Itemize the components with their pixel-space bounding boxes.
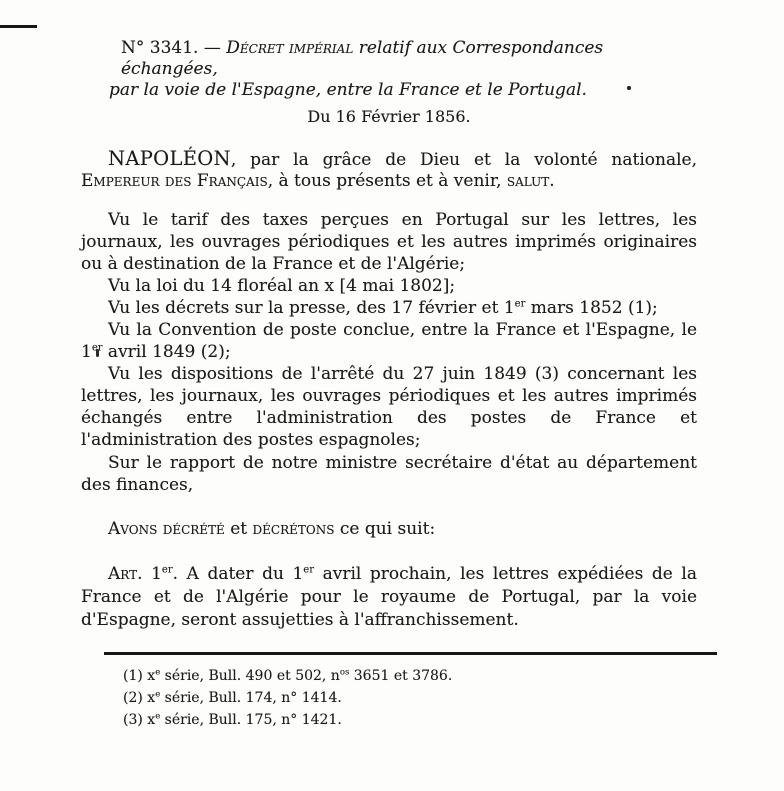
article-label: Art.: [108, 564, 143, 584]
recital-text: avril 1849 (2);: [102, 342, 231, 362]
footnote-series: x: [147, 712, 156, 728]
decree-title-smallcaps: Décret impérial: [226, 38, 354, 58]
report-block: [81, 452, 697, 496]
recitals-block: [81, 209, 697, 451]
footnote-marker: (1): [123, 668, 148, 684]
enacting-smallcaps-2: décrétons: [252, 519, 335, 539]
ordinal-superscript: er: [161, 564, 173, 576]
ordinal-superscript: e: [155, 689, 161, 700]
ordinal-superscript: er: [514, 298, 526, 310]
ordinal-superscript: os: [339, 667, 350, 678]
footnote-divider-rule: [104, 652, 717, 655]
footnotes-block: [104, 665, 717, 731]
ordinal-superscript: er: [303, 564, 314, 576]
preamble-text-end: .: [549, 171, 555, 191]
footnote-marker: (2): [123, 690, 148, 706]
footnote-marker: (3): [123, 712, 148, 728]
report-paragraph: Sur le rapport de notre ministre secrétaire d'état au département des finances,: [81, 453, 697, 495]
preamble-text-b: , à tous présents et à venir,: [267, 171, 507, 191]
article-number: 1: [142, 564, 162, 584]
footnote-text: série, Bull. 490 et 502, n: [160, 668, 340, 684]
footnote-2: [104, 687, 717, 709]
footnote-series: x: [147, 690, 156, 706]
ordinal-superscript: e: [155, 711, 161, 722]
footnote-3: [104, 709, 717, 731]
decree-heading-line2: par la voie de l'Espagne, entre la France et le Portugal.: [109, 80, 587, 100]
preamble-block: [81, 148, 697, 192]
recital-text: Vu la Convention de poste conclue, entre la France et l'Espagne, le 1: [81, 320, 697, 362]
emperor-title: Empereur des Français: [81, 171, 268, 191]
footnote-1: [104, 665, 717, 687]
recital-tarif: Vu le tarif des taxes perçues en Portugal sur les lettres, les journaux, les ouvrages périodiques et les autres imprimés originaires ou à destination de la France et de l'Algérie;: [81, 210, 697, 274]
enacting-formula: [81, 518, 697, 540]
ordinal-superscript: er: [91, 342, 103, 354]
footnote-text-end: 3651 et 3786.: [349, 668, 453, 684]
preamble-paragraph: [81, 148, 697, 192]
footnote-series: x: [147, 668, 156, 684]
enacting-text: et: [224, 519, 253, 539]
enacting-text-end: ce qui suit:: [334, 519, 436, 539]
article-1-paragraph: [81, 563, 697, 632]
recital-text: mars 1852 (1);: [525, 298, 658, 318]
decree-date: Du 16 Février 1856.: [307, 107, 471, 126]
enacting-formula-block: [81, 518, 697, 540]
scan-artifact-line: [0, 25, 37, 28]
recital-text: Vu les décrets sur la presse, des 17 février et 1: [108, 298, 515, 318]
footnote-text: série, Bull. 174, n° 1414.: [160, 690, 342, 706]
recital-decrets-presse: [81, 297, 697, 319]
recital-arrete-1849: Vu les dispositions de l'arrêté du 27 juin 1849 (3) concernant les lettres, les journaux, les ouvrages périodiques et les autres imprimés échangés entre l'administration des postes de France et l'administration des postes espagnoles;: [81, 364, 697, 450]
decree-title-rest: relatif aux Correspondances échangées,: [121, 38, 604, 79]
article-1-block: [81, 563, 697, 632]
ordinal-superscript: e: [155, 667, 161, 678]
decree-heading-line1: [81, 38, 697, 80]
decree-number: N° 3341. —: [121, 38, 227, 58]
decree-heading: [81, 38, 697, 101]
footnote-text: série, Bull. 175, n° 1421.: [160, 712, 342, 728]
article-text-b: avril prochain, les lettres expédiées de la France et de l'Algérie pour le royaume de Portugal, par la voie d'Espagne, seront assujetties à l'affranchissement.: [81, 564, 697, 630]
recital-convention-espagne: [81, 319, 697, 363]
emperor-name: NAPOLÉON: [108, 147, 231, 170]
salut-word: salut: [506, 171, 550, 191]
enacting-smallcaps-1: Avons décrété: [108, 519, 225, 539]
preamble-text-a: , par la grâce de Dieu et la volonté nationale,: [230, 150, 697, 170]
recital-loi-floreal: Vu la loi du 14 floréal an x [4 mai 1802];: [108, 276, 456, 296]
article-text-a: . A dater du 1: [172, 564, 304, 584]
